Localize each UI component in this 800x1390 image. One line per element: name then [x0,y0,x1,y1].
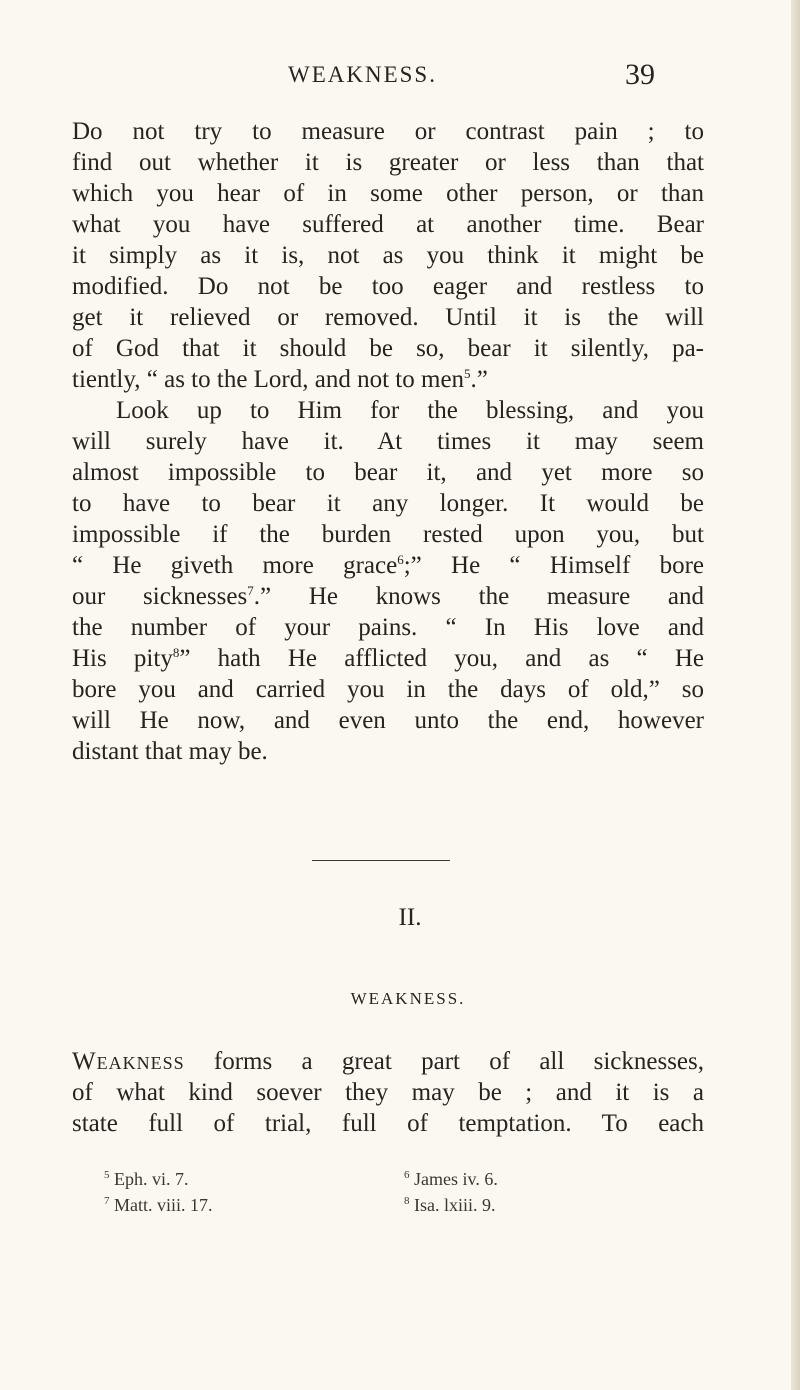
text-line: modified. Do not be too eager and restless to [72,273,704,300]
text-line: state full of trial, full of temptation. To each [72,1110,704,1137]
section-divider [312,860,450,861]
text-line [72,550,704,581]
text-line: almost impossible to bear it, and yet more so [72,459,704,486]
text-line: bore you and carried you in the days of old,” so [72,676,704,703]
opening-word: Weakness [72,1048,185,1075]
footnote-text: Eph. vi. 7. [109,1169,189,1189]
text-line: find out whether it is greater or less than that [72,149,704,176]
text-fragment: .” [470,366,488,393]
text-line: get it relieved or removed. Until it is the will [72,304,704,331]
footnotes [104,1166,664,1218]
running-head [0,58,800,98]
text-line: of what kind soever they may be ; and it is a [72,1079,704,1106]
page-edge [791,0,800,1390]
text-line [72,364,704,395]
text-fragment: our sicknesses [72,583,248,610]
footnote-text: James iv. 6. [409,1169,498,1189]
text-line: Do not try to measure or contrast pain ; to [72,118,704,145]
text-fragment: ;” He “ Himself bore [403,552,704,579]
text-fragment: ” hath He afflicted you, and as “ He [179,645,704,672]
footnote [404,1166,498,1192]
text-line: impossible if the burden rested upon you, but [72,521,704,548]
text-line: what you have suffered at another time. Bear [72,211,704,238]
footnote-text: Matt. viii. 17. [109,1195,213,1215]
text-line: will He now, and even unto the end, however [72,707,704,734]
text-line: which you hear of in some other person, or than [72,180,704,207]
text-line: to have to bear it any longer. It would be [72,490,704,517]
footnote-number: 7 [104,1195,110,1207]
text-fragment: .” He knows the measure and [253,583,704,610]
footnote-ref: 5 [464,366,471,381]
text-line [72,643,704,674]
footnote [104,1166,189,1192]
footnote-row [104,1166,664,1192]
text-line: distant that may be. [72,738,268,765]
footnote-ref: 6 [397,552,404,567]
section-title: WEAKNESS. [350,989,466,1008]
footnote-row [104,1192,664,1218]
text-fragment: tiently, “ as to the Lord, and not to men [72,366,465,393]
text-line [72,581,704,612]
text-line: the number of your pains. “ In His love and [72,614,704,641]
text-line: of God that it should be so, bear it silently, pa- [72,335,704,362]
section-body-text [72,1046,704,1139]
footnote-number: 8 [404,1195,410,1207]
footnote-number: 6 [404,1169,410,1181]
footnote [404,1192,496,1218]
text-fragment: “ He giveth more grace [72,552,398,579]
text-line: Look up to Him for the blessing, and you [116,397,704,424]
text-fragment: forms a great part of all sicknesses, [184,1048,704,1075]
body-text [72,116,704,767]
running-title: WEAKNESS. [288,62,437,87]
page-number: 39 [625,58,655,91]
text-fragment: His pity [72,645,173,672]
section-number: II. [398,904,422,931]
text-line: it simply as it is, not as you think it might be [72,242,704,269]
footnote-text: Isa. lxiii. 9. [409,1195,496,1215]
footnote-number: 5 [104,1169,110,1181]
text-line: will surely have it. At times it may seem [72,428,704,455]
footnote [104,1192,213,1218]
footnote-ref: 8 [172,645,180,660]
footnote-ref: 7 [247,583,254,598]
text-line [72,1046,704,1077]
